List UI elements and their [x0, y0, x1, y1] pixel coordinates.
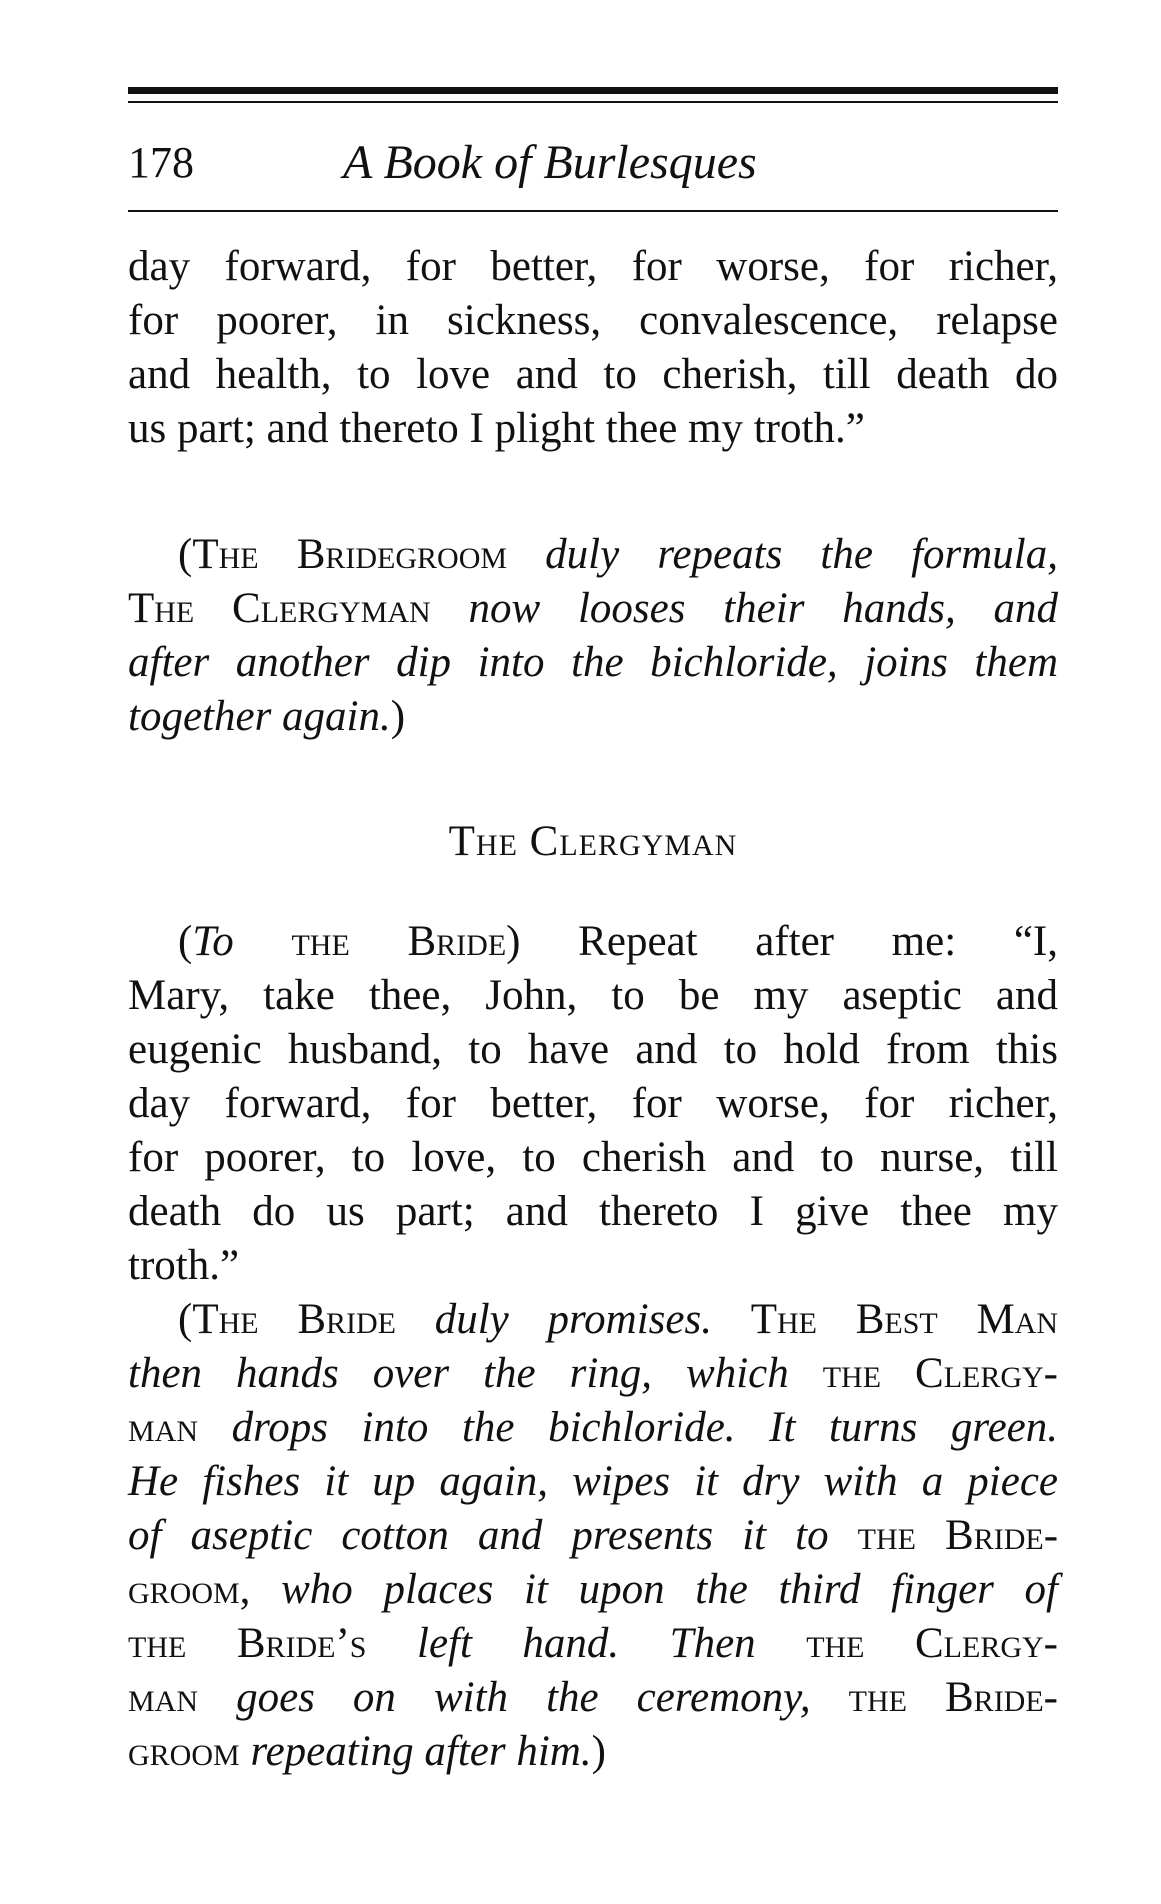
character-name: the Bride) [291, 918, 521, 965]
opening-paren: ( [178, 918, 193, 965]
italic-text: together again. [128, 693, 391, 740]
text-line [128, 582, 1058, 636]
text-line [128, 915, 1058, 969]
page-number: 178 [128, 138, 194, 187]
text-line [128, 1347, 1058, 1401]
character-name: the Clergy- [806, 1620, 1058, 1667]
dialogue-text: Repeat after me: “I, [578, 918, 1059, 965]
book-title: A Book of Burlesques [343, 136, 757, 189]
italic-text: now looses their hands, and [468, 585, 1058, 632]
italic-text: who places it upon the third finger of [281, 1566, 1059, 1613]
paragraph-vow-continuation [128, 240, 1058, 456]
text-line [128, 1293, 1058, 1347]
text-line: us part; and thereto I plight thee my troth.” [128, 405, 865, 452]
text-line: after another dip into the bichloride, joins them [128, 639, 1058, 686]
text-line [128, 1401, 1058, 1455]
character-name: groom, [128, 1566, 251, 1613]
text-line: and health, to love and to cherish, till death do [128, 351, 1058, 398]
italic-text: duly repeats the formula, [545, 531, 1058, 578]
character-name: The Best Man [750, 1296, 1059, 1343]
running-head [128, 128, 1058, 198]
character-name: man [128, 1674, 199, 1721]
text-line [128, 1617, 1058, 1671]
text-line [128, 1725, 1058, 1779]
character-name: man [128, 1404, 199, 1451]
character-name: the Bride’s [128, 1620, 367, 1667]
closing-paren: ) [591, 1728, 606, 1775]
header-rule [128, 210, 1058, 212]
text-line: eugenic husband, to have and to hold from this [128, 1026, 1058, 1073]
top-rule-thick [128, 87, 1058, 94]
italic-text: duly promises. [434, 1296, 712, 1343]
character-name: (The Bride [178, 1296, 396, 1343]
stage-direction-1 [128, 528, 1058, 744]
top-rule-thin [128, 101, 1058, 103]
text-line: day forward, for better, for worse, for richer, [128, 1080, 1058, 1127]
character-name: the Bride- [848, 1674, 1058, 1721]
text-line: Mary, take thee, John, to be my aseptic and [128, 972, 1058, 1019]
italic-text: left hand. Then [417, 1620, 756, 1667]
text-line: death do us part; and thereto I give thee my [128, 1188, 1058, 1235]
text-line [128, 1509, 1058, 1563]
text-line [128, 1671, 1058, 1725]
stage-direction-2 [128, 1293, 1058, 1779]
italic-text: then hands over the ring, which [128, 1350, 789, 1397]
italic-text: repeating after him. [250, 1728, 592, 1775]
text-line [128, 690, 1058, 744]
text-line [128, 1563, 1058, 1617]
italic-text: goes on with the ceremony, [236, 1674, 811, 1721]
italic-text: drops into the bichloride. It turns green. [231, 1404, 1058, 1451]
italic-text: of aseptic cotton and presents it to [128, 1512, 829, 1559]
text-line: for poorer, in sickness, convalescence, relapse [128, 297, 1058, 344]
character-name: the Clergy- [822, 1350, 1058, 1397]
speaker-heading: The Clergyman [448, 818, 738, 865]
text-line: day forward, for better, for worse, for richer, [128, 243, 1058, 290]
text-line [128, 528, 1058, 582]
character-name: (The Bridegroom [178, 531, 508, 578]
paragraph-bride-vow [128, 915, 1058, 1293]
text-line: troth.” [128, 1242, 240, 1289]
closing-paren: ) [390, 693, 406, 740]
text-line: for poorer, to love, to cherish and to nurse, till [128, 1134, 1058, 1181]
character-name: the Bride- [857, 1512, 1059, 1559]
text-line: He fishes it up again, wipes it dry with a piece [128, 1458, 1058, 1505]
italic-text: To [192, 918, 234, 965]
character-name: groom [128, 1728, 240, 1775]
character-name: The Clergyman [128, 585, 431, 632]
